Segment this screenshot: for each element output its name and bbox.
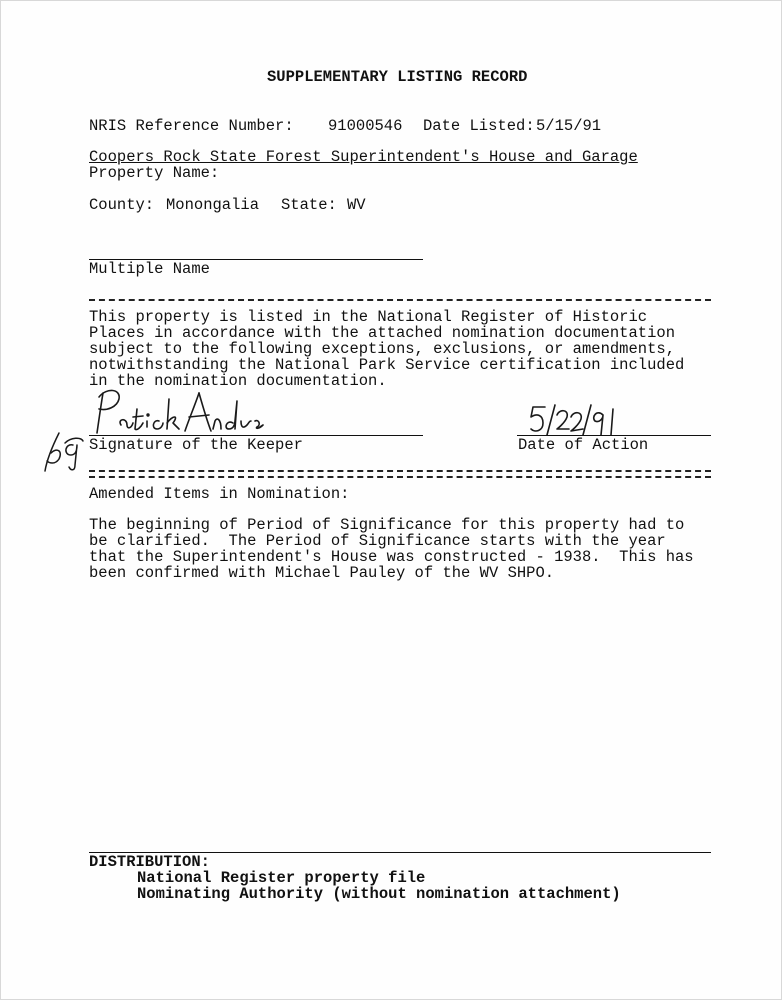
amended-line: that the Superintendent's House was constructed - 1938. This has xyxy=(89,548,694,566)
margin-initials xyxy=(41,431,87,477)
nris-label: NRIS Reference Number: xyxy=(89,117,294,135)
listing-statement xyxy=(89,309,729,389)
amended-line: be clarified. The Period of Significance starts with the year xyxy=(89,532,666,550)
amended-paragraph xyxy=(89,517,729,581)
county-label: County: xyxy=(89,196,155,214)
amended-heading: Amended Items in Nomination: xyxy=(89,485,350,503)
property-name: Coopers Rock State Forest Superintendent's House and Garage xyxy=(89,148,638,166)
signature-label: Signature of the Keeper xyxy=(89,436,303,454)
double-separator xyxy=(89,470,711,478)
page-title: SUPPLEMENTARY LISTING RECORD xyxy=(267,68,528,86)
date-listed-value: 5/15/91 xyxy=(536,117,602,135)
distribution-item: National Register property file xyxy=(137,869,426,887)
state-label: State: xyxy=(281,196,337,214)
multiple-name-label: Multiple Name xyxy=(89,260,210,278)
amended-line: The beginning of Period of Significance for this property had to xyxy=(89,516,685,534)
statement-line: notwithstanding the National Park Service certification included xyxy=(89,356,685,374)
nris-number: 91000546 xyxy=(328,117,403,135)
statement-line: This property is listed in the National Register of Historic xyxy=(89,308,648,326)
date-of-action-label: Date of Action xyxy=(518,436,649,454)
date-listed-label: Date Listed: xyxy=(423,117,535,135)
property-name-label: Property Name: xyxy=(89,164,220,182)
distribution-heading: DISTRIBUTION: xyxy=(89,853,210,871)
county-value: Monongalia xyxy=(166,196,260,214)
state-value: WV xyxy=(347,196,366,214)
amended-line: been confirmed with Michael Pauley of the WV SHPO. xyxy=(89,564,555,582)
statement-line: subject to the following exceptions, exclusions, or amendments, xyxy=(89,340,675,358)
keeper-signature xyxy=(91,385,271,437)
statement-line: in the nomination documentation. xyxy=(89,372,387,390)
distribution-item: Nominating Authority (without nomination attachment) xyxy=(137,885,621,903)
statement-line: Places in accordance with the attached nomination documentation xyxy=(89,324,675,342)
handwritten-date xyxy=(529,401,621,439)
dashed-separator xyxy=(89,299,711,301)
